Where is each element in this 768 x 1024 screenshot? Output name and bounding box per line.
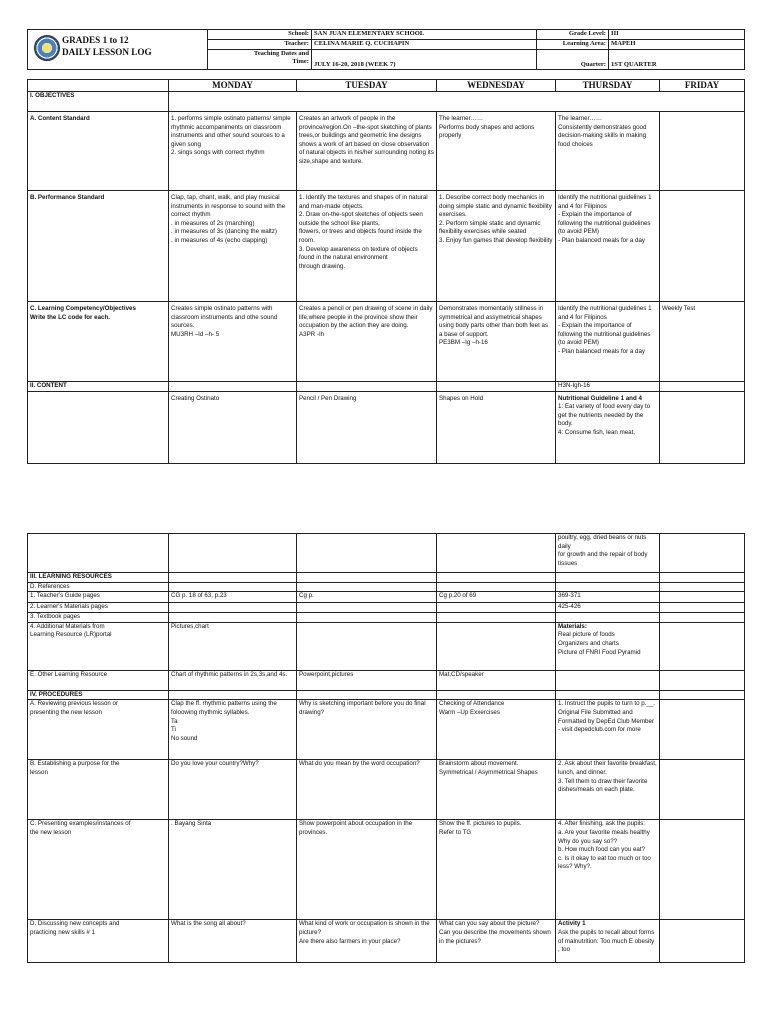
dates-label-2: Time: bbox=[292, 58, 309, 65]
performance-standard-label: B. Performance Standard bbox=[28, 191, 169, 302]
ref-tue bbox=[297, 582, 437, 592]
proc-a-thu: 1. Instruct the pupils to turn to p.__. Original File Submitted and Formatted by DepEd Club Member - visit depedclub.com for more bbox=[556, 700, 660, 760]
ref-wed bbox=[437, 582, 556, 592]
lc-wed: Demonstrates momentarily stillness in symmetrical and assymetrical shapes using body parts other than both feet as a base of support. PE3BM –Ig –h-16 bbox=[437, 302, 556, 382]
header-table bbox=[27, 29, 745, 70]
olr-wed: Mat,CD/speaker bbox=[437, 670, 556, 690]
am-thu-title: Materials: bbox=[558, 622, 587, 630]
topic-wed: Shapes on Hold bbox=[437, 391, 556, 463]
tb-tue bbox=[297, 613, 437, 623]
day-friday: FRIDAY bbox=[660, 80, 745, 92]
am-thu bbox=[556, 622, 660, 670]
proc-c-mon: . Bayang Sinta bbox=[169, 820, 297, 920]
grade-label: Grade Level: bbox=[537, 30, 609, 40]
ps-mon: Clap, tap, chant, walk, and play musical instruments in response to sound with the correct rhythm . in measures of 2s (marching) . in measures of 3s (dancing the waltz) . in measures of 4s (echo clapping) bbox=[169, 191, 297, 302]
proc-d-thu-text: Ask the pupils to recall about forms of malnutrition: Too much E obesity , too bbox=[558, 928, 655, 954]
objectives-row bbox=[28, 92, 745, 112]
lc-mon: Creates simple ostinato patterns with classroom instruments and othe sound sources. MU3RH –Id –h- 5 bbox=[169, 302, 297, 382]
lm-fri bbox=[660, 603, 745, 613]
lm-mon bbox=[169, 603, 297, 613]
lm-tue bbox=[297, 603, 437, 613]
tg-fri bbox=[660, 592, 745, 603]
ps-wed: 1. Describe correct body mechanics in doing simple static and dynamic flexibility exercises. 2. Perform simple static and dynamic flexibility exercises while seated 3. Enjoy fun games that develop flexibility bbox=[437, 191, 556, 302]
school-label: School: bbox=[208, 30, 312, 40]
olr-tue: Powerpoint,pictures bbox=[297, 670, 437, 690]
pr-wed bbox=[437, 690, 556, 700]
tg-tue: Cg p. bbox=[297, 592, 437, 603]
lc-thu: Identify the nutritional guidelines 1 and 4 for Filipinos - Explain the importance of following the nutritional guidelines (to avoid PEM) - Plan balanced meals for a day bbox=[556, 302, 660, 382]
proc-c-fri bbox=[660, 820, 745, 920]
header-title-line1: GRADES 1 to 12 bbox=[62, 35, 129, 45]
school-value: SAN JUAN ELEMENTARY SCHOOL bbox=[312, 30, 537, 40]
tg-label: 1. Teacher's Guide pages bbox=[28, 592, 169, 603]
lr-mon bbox=[169, 573, 297, 583]
proc-d-tue: What kind of work or occupation is shown in the picture? Are there also farmers in your place? bbox=[297, 920, 437, 963]
am-wed bbox=[437, 622, 556, 670]
am-thu-text: Real picture of foods Organizers and charts Picture of FNRI Food Pyramid bbox=[558, 631, 641, 656]
proc-b-mon: Do you love your country?Why? bbox=[169, 760, 297, 820]
cont-thu: poultry, egg, dried beans or nuts daily for growth and the repair of body tissues bbox=[556, 534, 660, 573]
cs-tue: Creates an artwork of people in the province/region.On –the-spot sketching of plants trees,or buildings and geometric line designs shows a work of art based on close observation of natural objects in his/her surrounding noting its size,shape and texture. bbox=[297, 112, 437, 191]
topic-tue: Pencil / Pen Drawing bbox=[297, 391, 437, 463]
proc-a-label: A. Reviewing previous lesson or presenting the new lesson bbox=[28, 700, 169, 760]
content-standard-label: A. Content Standard bbox=[28, 112, 169, 191]
pr-thu bbox=[556, 690, 660, 700]
ref-thu bbox=[556, 582, 660, 592]
topic-thu bbox=[556, 391, 660, 463]
lm-thu: 425-426 bbox=[556, 603, 660, 613]
learning-resources-row bbox=[28, 573, 745, 583]
proc-b-tue: What do you mean by the word occupation? bbox=[297, 760, 437, 820]
references-row bbox=[28, 582, 745, 592]
learning-resources-label: III. LEARNING RESOURCES bbox=[28, 573, 169, 583]
topic-label-blank bbox=[28, 391, 169, 463]
proc-d-fri bbox=[660, 920, 745, 963]
proc-a-row bbox=[28, 700, 745, 760]
proc-a-tue: Why is sketching important before you do final drawing? bbox=[297, 700, 437, 760]
procedures-label: IV. PROCEDURES bbox=[28, 690, 169, 700]
ps-tue: 1. Identify the textures and shapes of in natural and man-made objects. 2. Draw on-the-spot sketches of objects seen outside the school like plants, flowers, or trees and objects found inside the room. 3. Develop awareness on texture of objects found in the natural environment through drawing. bbox=[297, 191, 437, 302]
am-tue bbox=[297, 622, 437, 670]
teacher-label: Teacher: bbox=[208, 40, 312, 50]
topic-mon: Creating Ostinato bbox=[169, 391, 297, 463]
dates-value: JULY 16-20, 2018 (WEEK 7) bbox=[312, 50, 537, 70]
olr-row bbox=[28, 670, 745, 690]
procedures-row bbox=[28, 690, 745, 700]
lr-wed bbox=[437, 573, 556, 583]
ref-mon bbox=[169, 582, 297, 592]
lm-row bbox=[28, 603, 745, 613]
cont-wed bbox=[437, 534, 556, 573]
proc-d-thu-title: Activity 1 bbox=[558, 920, 586, 928]
proc-b-row bbox=[28, 760, 745, 820]
lc-tue: Creates a pencil or pen drawing of scene in daily life,where people in the province show their occupation by the action they are doing. A3PR -Ih bbox=[297, 302, 437, 382]
tb-label: 3. Textbook pages bbox=[28, 613, 169, 623]
cont-label bbox=[28, 534, 169, 573]
proc-a-fri bbox=[660, 700, 745, 760]
blank-corner bbox=[28, 80, 169, 92]
header-title-cell bbox=[28, 30, 208, 70]
am-fri bbox=[660, 622, 745, 670]
deped-seal-icon bbox=[34, 35, 60, 61]
content-standard-row bbox=[28, 112, 745, 191]
olr-mon: Chart of rhythmic patterns in 2s,3s,and 4s. bbox=[169, 670, 297, 690]
tb-row bbox=[28, 613, 745, 623]
quarter-label: Quarter: bbox=[537, 50, 609, 70]
day-thursday: THURSDAY bbox=[556, 80, 660, 92]
lr-fri bbox=[660, 573, 745, 583]
proc-c-wed: Show the ff. pictures to pupils. Refer to TG bbox=[437, 820, 556, 920]
ref-fri bbox=[660, 582, 745, 592]
objectives-label: I. OBJECTIVES bbox=[28, 92, 169, 112]
tg-thu: 369-371 bbox=[556, 592, 660, 603]
day-monday: MONDAY bbox=[169, 80, 297, 92]
cont-tue bbox=[297, 534, 437, 573]
cs-fri bbox=[660, 112, 745, 191]
performance-standard-row bbox=[28, 191, 745, 302]
pr-mon bbox=[169, 690, 297, 700]
am-label: 4. Additional Materials from Learning Resource (LR)portal bbox=[28, 622, 169, 670]
teacher-value: CELINA MARIE Q. CUCHAPIN bbox=[312, 40, 537, 50]
topic-fri bbox=[660, 391, 745, 463]
cs-mon: 1. performs simple ostinato patterns/ simple rhythmic accompaniments on classroom instruments and other sound sources to a given song 2. sings songs with correct rhythm bbox=[169, 112, 297, 191]
content-thu: H3N-Igh-16 bbox=[556, 382, 660, 392]
proc-a-mon: Clap the ff. rhythmic patterns using the foloowing rhythmic syllables. Ta Ti No sound bbox=[169, 700, 297, 760]
continuation-row bbox=[28, 534, 745, 573]
topic-thu-title: Nutritional Guideline 1 and 4 bbox=[558, 394, 642, 402]
proc-d-mon: What is the song all about? bbox=[169, 920, 297, 963]
content-fri bbox=[660, 382, 745, 392]
lm-wed bbox=[437, 603, 556, 613]
proc-c-thu: 4. After finishing, ask the pupils: a. Are your favorite meals healthy Why do you say so?? b. How much food can you eat? c. Is it okay to eat too much or too less? Why?. bbox=[556, 820, 660, 920]
topic-thu-text: 1: Eat variety of food every day to get the nutrients needed by the body. 4: Consume fish, lean meat, bbox=[558, 403, 651, 436]
proc-d-row bbox=[28, 920, 745, 963]
content-wed bbox=[437, 382, 556, 392]
content-topic-row bbox=[28, 391, 745, 463]
proc-b-wed: Brainstorm about movement. Symmetrical / Asymmetrical Shapes bbox=[437, 760, 556, 820]
lr-tue bbox=[297, 573, 437, 583]
proc-c-label: C. Presenting examples/instances of the new lesson bbox=[28, 820, 169, 920]
tb-wed bbox=[437, 613, 556, 623]
tb-fri bbox=[660, 613, 745, 623]
header-title-line2: DAILY LESSON LOG bbox=[62, 47, 152, 57]
proc-b-thu: 2. Ask about their favorite breakfast, lunch, and dinner. 3. Tell them to draw their favorite dishes/meals on each plate. bbox=[556, 760, 660, 820]
dates-label-1: Teaching Dates and bbox=[253, 50, 309, 57]
cs-wed: The learner…… Performs body shapes and actions properly bbox=[437, 112, 556, 191]
proc-d-wed: What can you say about the picture? Can you describe the movements shown in the pictures? bbox=[437, 920, 556, 963]
proc-b-label: B. Establishing a purpose for the lesson bbox=[28, 760, 169, 820]
tg-row bbox=[28, 592, 745, 603]
day-header-row bbox=[28, 80, 745, 92]
quarter-value: 1ST QUARTER bbox=[609, 50, 745, 70]
competency-row bbox=[28, 302, 745, 382]
ps-fri bbox=[660, 191, 745, 302]
olr-fri bbox=[660, 670, 745, 690]
proc-c-row bbox=[28, 820, 745, 920]
pr-fri bbox=[660, 690, 745, 700]
content-label: II. CONTENT bbox=[28, 382, 169, 392]
content-tue bbox=[297, 382, 437, 392]
am-row bbox=[28, 622, 745, 670]
tb-mon bbox=[169, 613, 297, 623]
day-wednesday: WEDNESDAY bbox=[437, 80, 556, 92]
am-mon: Pictures,chart bbox=[169, 622, 297, 670]
lr-thu bbox=[556, 573, 660, 583]
ps-thu: Identify the nutritional guidelines 1 and 4 for Filipinos - Explain the importance of following the nutritional guidelines (to avoid PEM) - Plan balanced meals for a day bbox=[556, 191, 660, 302]
proc-d-label: D. Discussing new concepts and practicing new skills # 1 bbox=[28, 920, 169, 963]
proc-b-fri bbox=[660, 760, 745, 820]
cont-mon bbox=[169, 534, 297, 573]
pr-tue bbox=[297, 690, 437, 700]
cs-thu: The learner…… Consistently demonstrates good decision-making skills in making food choices bbox=[556, 112, 660, 191]
lesson-table-part2 bbox=[27, 533, 745, 963]
lm-label: 2. Learner's Materials pages bbox=[28, 603, 169, 613]
tg-wed: Cg p.20 of 69 bbox=[437, 592, 556, 603]
dates-label bbox=[208, 50, 312, 70]
olr-thu bbox=[556, 670, 660, 690]
cont-fri bbox=[660, 534, 745, 573]
area-value: MAPEH bbox=[609, 40, 745, 50]
lesson-table-part1 bbox=[27, 79, 745, 464]
content-row bbox=[28, 382, 745, 392]
grade-value: III bbox=[609, 30, 745, 40]
day-tuesday: TUESDAY bbox=[297, 80, 437, 92]
competency-label: C. Learning Competency/Objectives Write the LC code for each. bbox=[28, 302, 169, 382]
proc-c-tue: Show powerpoint about occupation in the provinces. bbox=[297, 820, 437, 920]
references-label: D. References bbox=[28, 582, 169, 592]
tg-mon: CG p. 18 of 63, p.23 bbox=[169, 592, 297, 603]
proc-d-thu bbox=[556, 920, 660, 963]
lc-fri: Weekly Test bbox=[660, 302, 745, 382]
content-mon: . bbox=[169, 382, 297, 392]
proc-a-wed: Checking of Attendance Warm –Up Exxercises bbox=[437, 700, 556, 760]
tb-thu bbox=[556, 613, 660, 623]
objectives-span bbox=[169, 92, 745, 112]
olr-label: E. Other Learning Resource bbox=[28, 670, 169, 690]
area-label: Learning Area: bbox=[537, 40, 609, 50]
